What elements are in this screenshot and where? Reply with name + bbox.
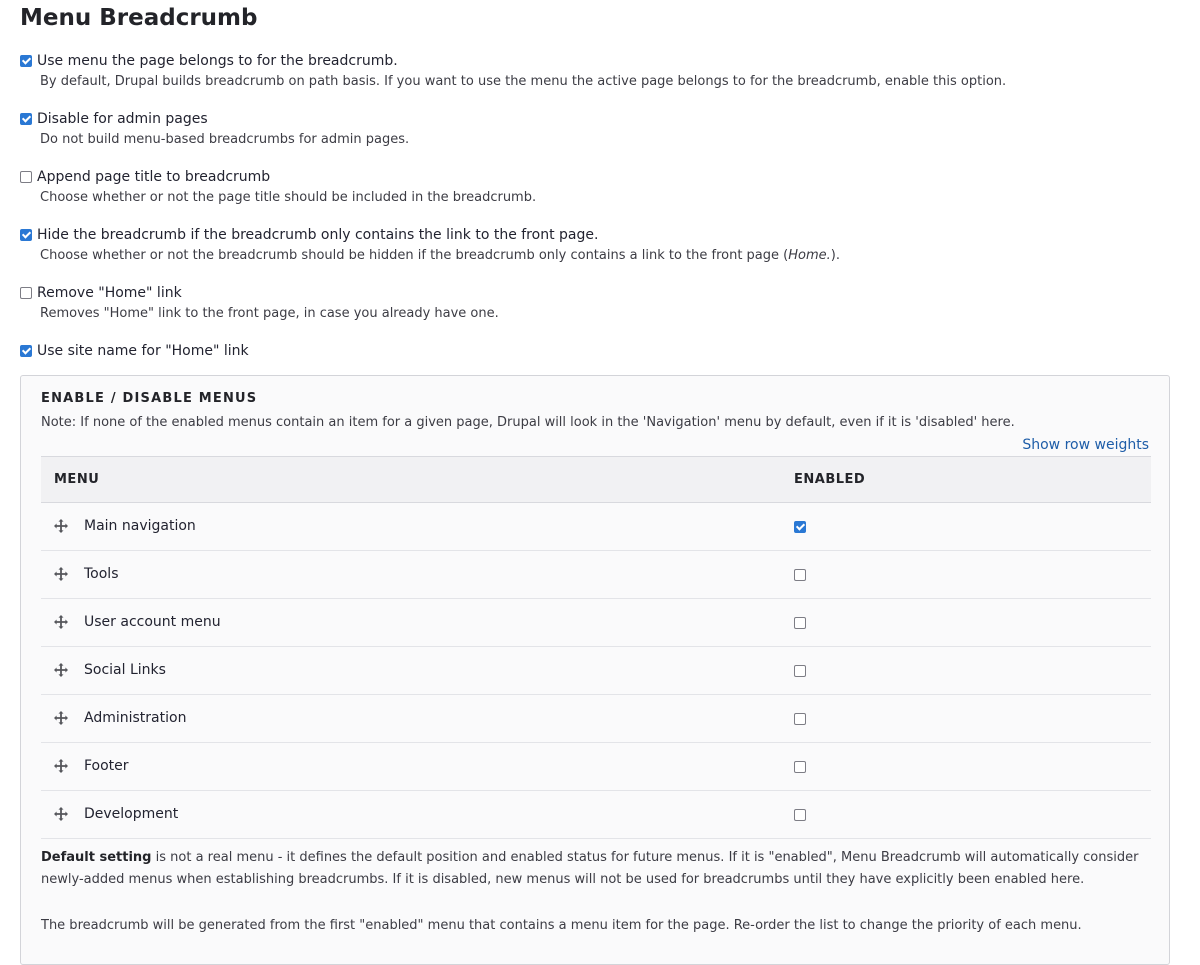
option-label[interactable]: Hide the breadcrumb if the breadcrumb only contains the link to the front page. xyxy=(37,227,599,243)
option-description: Removes "Home" link to the front page, in case you already have one. xyxy=(40,306,499,321)
drag-handle-icon[interactable] xyxy=(53,518,69,534)
option-use-menu xyxy=(20,52,1006,89)
option-label[interactable]: Disable for admin pages xyxy=(37,111,208,127)
checkbox-remove-home[interactable] xyxy=(20,287,32,299)
column-header-menu: MENU xyxy=(54,472,100,487)
fieldset-description xyxy=(41,847,1141,891)
option-label[interactable]: Remove "Home" link xyxy=(37,285,182,301)
drag-handle-icon[interactable] xyxy=(53,566,69,582)
menu-name: Administration xyxy=(84,710,187,726)
option-site-name xyxy=(20,342,249,360)
column-header-enabled: ENABLED xyxy=(794,472,866,487)
drag-handle-icon[interactable] xyxy=(53,614,69,630)
table-header xyxy=(41,456,1151,503)
table-row xyxy=(41,503,1151,551)
enabled-checkbox[interactable] xyxy=(794,617,806,629)
menus-fieldset xyxy=(20,375,1170,965)
option-description-text: Choose whether or not the breadcrumb should be hidden if the breadcrumb only contains a link to the front page ( xyxy=(40,248,789,263)
table-row xyxy=(41,551,1151,599)
checkbox-use-menu[interactable] xyxy=(20,55,32,67)
menu-name: Tools xyxy=(84,566,119,582)
option-description: Choose whether or not the page title should be included in the breadcrumb. xyxy=(40,190,537,205)
table-row xyxy=(41,599,1151,647)
menus-table xyxy=(41,456,1151,839)
fieldset-legend: ENABLE / DISABLE MENUS xyxy=(41,391,258,406)
drag-handle-icon[interactable] xyxy=(53,710,69,726)
option-label[interactable]: Append page title to breadcrumb xyxy=(37,169,271,185)
fieldset-priority-note: The breadcrumb will be generated from the first "enabled" menu that contains a menu item for the page. Re-order the list to change the priority of each menu. xyxy=(41,918,1082,933)
checkbox-hide-breadcrumb[interactable] xyxy=(20,229,32,241)
drag-handle-icon[interactable] xyxy=(53,758,69,774)
checkbox-site-name[interactable] xyxy=(20,345,32,357)
option-description-home: Home. xyxy=(788,248,831,263)
menu-name: Footer xyxy=(84,758,129,774)
enabled-checkbox[interactable] xyxy=(794,761,806,773)
option-description-end: ). xyxy=(830,248,840,263)
table-row xyxy=(41,743,1151,791)
option-description: By default, Drupal builds breadcrumb on path basis. If you want to use the menu the active page belongs to for the breadcrumb, enable this option. xyxy=(40,74,1007,89)
show-row-weights-link[interactable]: Show row weights xyxy=(1022,437,1149,453)
default-setting-text: is not a real menu - it defines the default position and enabled status for future menus. If it is "enabled", Menu Breadcrumb will automatically consider newly-added menus when establishing breadcrumbs. If it is disabled, new menus will not be used for breadcrumbs until they have explicitly been enabled here. xyxy=(41,850,1139,887)
menu-name: Social Links xyxy=(84,662,166,678)
enabled-checkbox[interactable] xyxy=(794,569,806,581)
page-title: Menu Breadcrumb xyxy=(20,5,258,31)
menu-name: Main navigation xyxy=(84,518,196,534)
menu-name: User account menu xyxy=(84,614,221,630)
checkbox-append-title[interactable] xyxy=(20,171,32,183)
menu-name: Development xyxy=(84,806,179,822)
enabled-checkbox[interactable] xyxy=(794,521,806,533)
option-append-title xyxy=(20,168,536,205)
option-remove-home xyxy=(20,284,499,321)
option-label[interactable]: Use site name for "Home" link xyxy=(37,343,249,359)
enabled-checkbox[interactable] xyxy=(794,713,806,725)
enabled-checkbox[interactable] xyxy=(794,809,806,821)
default-setting-label: Default setting xyxy=(41,850,152,865)
fieldset-note: Note: If none of the enabled menus contain an item for a given page, Drupal will look in the 'Navigation' menu by default, even if it is 'disabled' here. xyxy=(41,415,1015,430)
table-row xyxy=(41,791,1151,839)
table-row xyxy=(41,695,1151,743)
option-disable-admin xyxy=(20,110,409,147)
checkbox-disable-admin[interactable] xyxy=(20,113,32,125)
enabled-checkbox[interactable] xyxy=(794,665,806,677)
option-label[interactable]: Use menu the page belongs to for the breadcrumb. xyxy=(37,53,398,69)
option-description: Do not build menu-based breadcrumbs for admin pages. xyxy=(40,132,410,147)
option-description xyxy=(40,248,840,263)
drag-handle-icon[interactable] xyxy=(53,662,69,678)
drag-handle-icon[interactable] xyxy=(53,806,69,822)
table-row xyxy=(41,647,1151,695)
option-hide-breadcrumb xyxy=(20,226,840,263)
